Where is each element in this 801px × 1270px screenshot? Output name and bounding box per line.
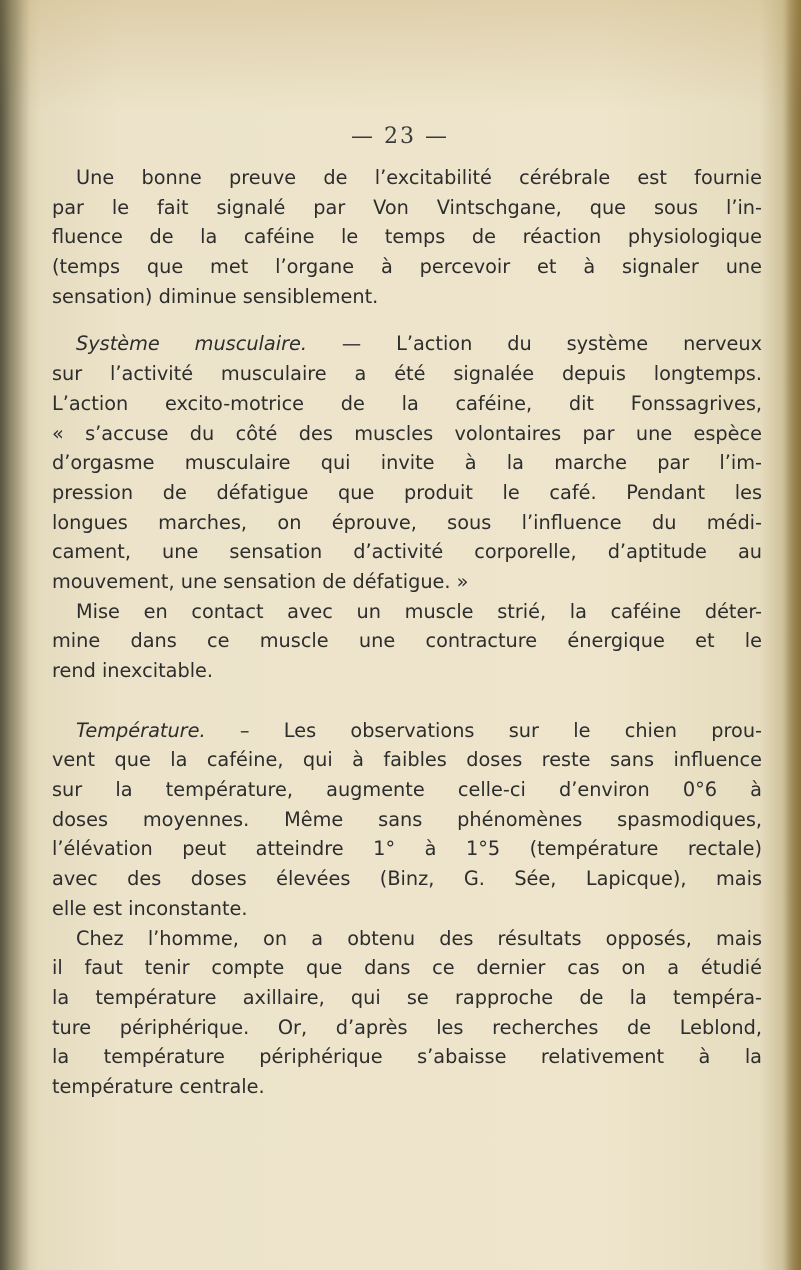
text-line: elle est inconstante. (52, 896, 248, 920)
text-line (52, 329, 762, 359)
text-line: la température périphérique s’abaisse relativement à la (52, 1045, 762, 1069)
text-line: vent que la caféine, qui à faibles doses reste sans influence (52, 748, 762, 772)
text-line: cament, une sensation d’activité corporelle, d’aptitude au (52, 540, 762, 564)
text-line: fluence de la caféine le temps de réaction physiologique (52, 225, 762, 249)
text-line: température centrale. (52, 1074, 265, 1098)
paragraph-gap (52, 686, 762, 716)
text-line: avec des doses élevées (Binz, G. Sée, Lapicque), mais (52, 867, 762, 891)
body-text (52, 163, 762, 1102)
text-line: ture périphérique. Or, d’après les recherches de Leblond, (52, 1015, 762, 1039)
text-fragment: – Les observations sur le chien prou- (205, 718, 762, 742)
text-line: longues marches, on éprouve, sous l’influence du médi- (52, 510, 762, 534)
text-line: sensation) diminue sensiblement. (52, 284, 379, 308)
text-line: mouvement, une sensation de défatigue. » (52, 569, 469, 593)
text-line (52, 716, 762, 746)
text-line: Mise en contact avec un muscle strié, la caféine déter- (76, 599, 762, 623)
text-line: pression de défatigue que produit le café. Pendant les (52, 480, 762, 504)
text-fragment: — L’action du système nerveux (307, 332, 762, 356)
page-number: — 23 — (351, 124, 449, 149)
text-line: la température axillaire, qui se rapproche de la tempéra- (52, 985, 762, 1009)
text-line: doses moyennes. Même sans phénomènes spasmodiques, (52, 807, 762, 831)
text-line: il faut tenir compte que dans ce dernier cas on a étudié (52, 956, 762, 980)
paper-edge-right (785, 0, 801, 1270)
paragraph-chez-homme (52, 924, 762, 1102)
section-heading-systeme-musculaire: Système musculaire. (76, 332, 307, 356)
text-line: « s’accuse du côté des muscles volontaires par une espèce (52, 421, 762, 445)
paper-shadow-left (0, 0, 30, 1270)
text-line: sur la température, augmente celle-ci d’environ 0°6 à (52, 778, 762, 802)
text-line: rend inexcitable. (52, 659, 214, 682)
paragraph-systeme-musculaire (52, 329, 762, 596)
text-line: Chez l’homme, on a obtenu des résultats opposés, mais (76, 926, 762, 950)
text-line: l’élévation peut atteindre 1° à 1°5 (température rectale) (52, 837, 762, 861)
text-line: Une bonne preuve de l’excitabilité cérébrale est fournie (76, 166, 762, 189)
text-line: (temps que met l’organe à percevoir et à signaler une (52, 255, 762, 279)
paper-stain-top (0, 0, 801, 110)
section-heading-temperature: Température. (76, 718, 206, 742)
text-line: L’action excito-motrice de la caféine, dit Fonssagrives, (52, 391, 762, 415)
text-line: par le fait signalé par Von Vintschgane, que sous l’in- (52, 195, 762, 219)
paragraph-temperature (52, 716, 762, 924)
paragraph-muscle-strie (52, 597, 762, 686)
text-line: d’orgasme musculaire qui invite à la marche par l’im- (52, 451, 762, 475)
text-line: sur l’activité musculaire a été signalée depuis longtemps. (52, 362, 762, 386)
text-line: mine dans ce muscle une contracture énergique et le (52, 629, 762, 653)
paragraph-gap (52, 311, 762, 329)
paragraph-excitabilite (52, 163, 762, 311)
